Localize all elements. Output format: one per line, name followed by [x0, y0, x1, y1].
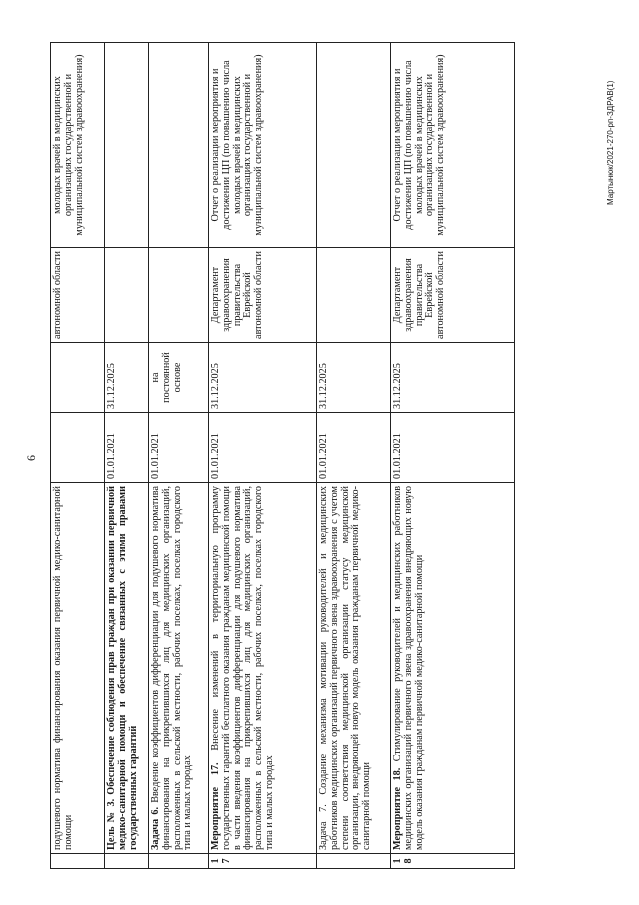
row-number [149, 854, 209, 869]
row-end [51, 343, 105, 413]
table-row [391, 43, 515, 869]
row-text: Цель № 3. Обеспечение соблюдения прав граждан при оказании первичной медико-санитарной помощи и обеспечение связанных с этими правами государственных гарантий [105, 483, 149, 854]
row-number: 18 [391, 854, 515, 869]
row-label: Мероприятие 18. [392, 767, 403, 850]
row-start: 01.01.2021 [317, 413, 391, 483]
row-result: молодых врачей в медицинских организациях государственной и муниципальной систем здравоохранения) [51, 43, 105, 248]
row-number [105, 854, 149, 869]
row-executor [149, 248, 209, 343]
row-end: на постоянной основе [149, 343, 209, 413]
row-number [317, 854, 391, 869]
row-start: 01.01.2021 [209, 413, 317, 483]
row-start [51, 413, 105, 483]
row-executor [317, 248, 391, 343]
row-end: 31.12.2025 [391, 343, 515, 413]
row-end: 31.12.2025 [317, 343, 391, 413]
row-text: Внесение изменений в территориальную программу государственных гарантий бесплатного оказания гражданам медицинской помощи в части введения коэффициентов дифференциации для подушевого норматива финансирования на прикрепившихся лиц для медицинских организаций, расположенных в сельской местности, рабочих поселках, поселках городского типа и малых городах [210, 485, 276, 850]
row-result [317, 43, 391, 248]
row-text: Стимулирование руководителей и медицинских работников медицинских организаций первичного звена здравоохранения внедряющих новую модель оказания гражданам первичной медико-санитарной помощи [392, 485, 425, 850]
page-number: 6 [24, 455, 38, 461]
row-label: Задача 6. [150, 807, 161, 850]
row-end: 31.12.2025 [209, 343, 317, 413]
row-start: 01.01.2021 [149, 413, 209, 483]
row-end: 31.12.2025 [105, 343, 149, 413]
row-text: Введение коэффициентов дифференциации для подушевого норматива финансирования на прикрепившихся лиц для медицинских организаций, расположенных в сельской местности, рабочих поселках, поселках городского типа и малых городах [150, 486, 194, 850]
table-row [317, 43, 391, 869]
row-text: Задача 7. Создание механизма мотивации руководителей и медицинских работников медицинских организаций первичного звена здравоохранения с учетом степени соответствия медицинской организации статусу медицинской организации, внедряющей новую модель оказания гражданам первичной медико-санитарной помощи [317, 483, 391, 854]
row-executor [105, 248, 149, 343]
row-text-cell [391, 483, 515, 854]
row-executor: Департамент здравоохранения правительства Еврейской автономной области [391, 248, 515, 343]
row-result [149, 43, 209, 248]
row-text: подушевого норматива финансирования оказания первичной медико-санитарной помощи [51, 483, 105, 854]
row-number: 17 [209, 854, 317, 869]
row-result [105, 43, 149, 248]
row-start: 01.01.2021 [105, 413, 149, 483]
row-result: Отчет о реализации мероприятия и достижении ЦП (по повышению числа молодых врачей в медицинских организациях государственной и муниципальной систем здравоохранения) [209, 43, 317, 248]
row-executor: автономной области [51, 248, 105, 343]
table-row [149, 43, 209, 869]
footer-code: Мартынюк/2021-270-рп-ЗДРАВ(1) [606, 80, 615, 205]
row-label: Мероприятие 17. [210, 762, 221, 850]
plan-table [50, 42, 515, 869]
row-number [51, 854, 105, 869]
row-text-cell [149, 483, 209, 854]
row-start: 01.01.2021 [391, 413, 515, 483]
table-row [51, 43, 105, 869]
table-row [105, 43, 149, 869]
row-result: Отчет о реализации мероприятия и достижении ЦП (по повышению числа молодых врачей в медицинских организациях государственной и муниципальной систем здравоохранения) [391, 43, 515, 248]
row-text-cell [209, 483, 317, 854]
table-row [209, 43, 317, 869]
row-executor: Департамент здравоохранения правительства Еврейской автономной области [209, 248, 317, 343]
